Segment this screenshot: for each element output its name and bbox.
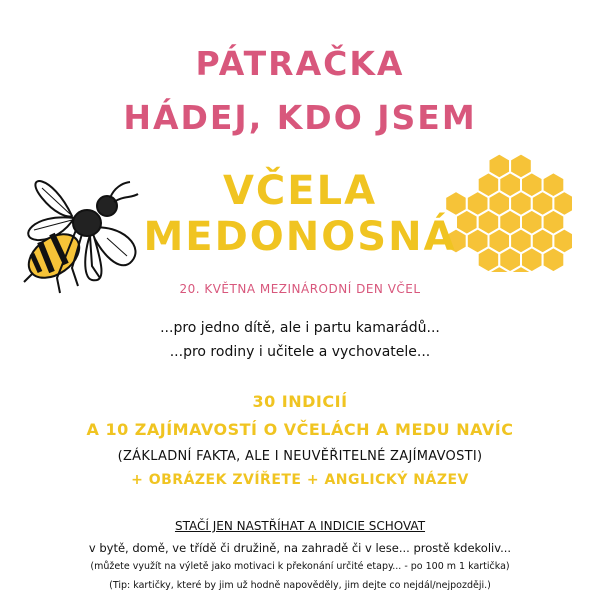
tip-note: (Tip: kartičky, které by jim už hodně napověděly, jim dejte co nejdál/nejpozději.) <box>109 580 491 591</box>
instruction-heading: STAČÍ JEN NASTŘÍHAT A INDICIE SCHOVAT <box>174 519 426 533</box>
motivation-note: (můžete využít na výletě jako motivaci k překonání určité etapy... - po 100 m 1 kartička) <box>90 561 510 572</box>
subject-line-2: MEDONOSNÁ <box>143 214 457 260</box>
audience-line-2: ...pro rodiny i učitele a vychovatele... <box>169 344 431 360</box>
title-line-1: PÁTRAČKA <box>195 44 405 83</box>
audience-line-1: ...pro jedno dítě, ale i partu kamarádů... <box>160 320 440 336</box>
title-line-2: HÁDEJ, KDO JSEM <box>123 98 477 137</box>
content-line-3: (ZÁKLADNÍ FAKTA, ALE I NEUVĚŘITELNÉ ZAJÍMAVOSTI) <box>117 449 483 464</box>
placement-line: v bytě, domě, ve třídě či družině, na zahradě či v lese... prostě kdekoliv... <box>88 541 512 555</box>
content-line-2: A 10 ZAJÍMAVOSTÍ O VČELÁCH A MEDU NAVÍC <box>86 420 514 439</box>
date-line: 20. KVĚTNA MEZINÁRODNÍ DEN VČEL <box>179 282 421 296</box>
content-line-4: + OBRÁZEK ZVÍŘETE + ANGLICKÝ NÁZEV <box>131 472 469 488</box>
content-line-1: 30 INDICIÍ <box>252 392 348 411</box>
subject-line-1: VČELA <box>222 168 378 214</box>
